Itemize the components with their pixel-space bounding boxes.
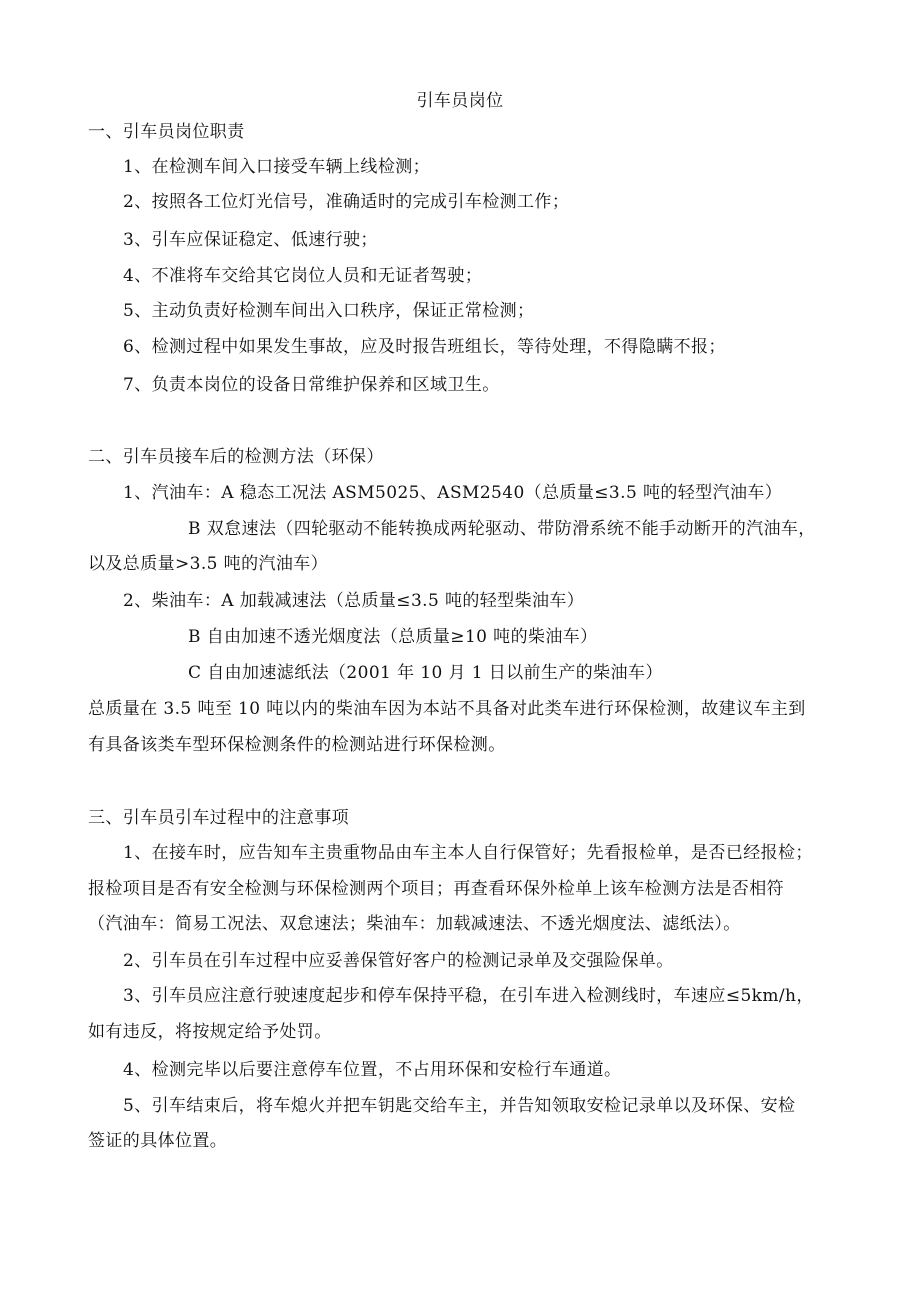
gasoline-method-b-line2: 以及总质量>3.5 吨的汽油车）	[88, 554, 329, 574]
section3-item-2: 2、引车员在引车过程中应妥善保管好客户的检测记录单及交强险保单。	[123, 951, 674, 971]
section2-heading: 二、引车员接车后的检测方法（环保）	[88, 447, 384, 467]
section1-item-5: 5、主动负责好检测车间出入口秩序，保证正常检测；	[123, 301, 535, 321]
section1-item-6: 6、检测过程中如果发生事故，应及时报告班组长，等待处理，不得隐瞒不报；	[123, 337, 726, 357]
section1-item-4: 4、不准将车交给其它岗位人员和无证者驾驶；	[123, 266, 483, 286]
section3-item-5-line1: 5、引车结束后，将车熄火并把车钥匙交给车主，并告知领取安检记录单以及环保、安检	[123, 1096, 796, 1116]
diesel-note-line2: 有具备该类车型环保检测条件的检测站进行环保检测。	[88, 735, 506, 755]
diesel-note-line1: 总质量在 3.5 吨至 10 吨以内的柴油车因为本站不具备对此类车进行环保检测，故建议车主到	[88, 699, 806, 719]
section3-heading: 三、引车员引车过程中的注意事项	[88, 808, 349, 828]
section3-item-4: 4、检测完毕以后要注意停车位置，不占用环保和安检行车通道。	[123, 1060, 622, 1080]
diesel-method-c: C 自由加速滤纸法（2001 年 10 月 1 日以前生产的柴油车）	[188, 663, 663, 683]
gasoline-method-b-line1: B 双怠速法（四轮驱动不能转换成两轮驱动、带防滑系统不能手动断开的汽油车，	[188, 519, 816, 539]
section3-item-3-line1: 3、引车员应注意行驶速度起步和停车保持平稳，在引车进入检测线时，车速应≤5km/h，	[123, 986, 814, 1006]
section1-heading: 一、引车员岗位职责	[88, 122, 245, 142]
section3-item-1-line3: （汽油车：简易工况法、双怠速法；柴油车：加载减速法、不透光烟度法、滤纸法）。	[88, 914, 741, 934]
section1-item-3: 3、引车应保证稳定、低速行驶；	[123, 230, 378, 250]
page-title: 引车员岗位	[416, 91, 504, 111]
diesel-method-a: 2、柴油车：A 加载减速法（总质量≤3.5 吨的轻型柴油车）	[123, 591, 585, 611]
diesel-method-b: B 自由加速不透光烟度法（总质量≥10 吨的柴油车）	[188, 627, 598, 647]
section3-item-5-line2: 签证的具体位置。	[88, 1131, 228, 1151]
section3-item-3-line2: 如有违反，将按规定给予处罚。	[88, 1022, 332, 1042]
section1-item-7: 7、负责本岗位的设备日常维护保养和区域卫生。	[123, 375, 500, 395]
section3-item-1-line1: 1、在接车时，应告知车主贵重物品由车主本人自行保管好；先看报检单，是否已经报检；	[123, 843, 813, 863]
section1-item-2: 2、按照各工位灯光信号，准确适时的完成引车检测工作；	[123, 192, 570, 212]
section1-item-1: 1、在检测车间入口接受车辆上线检测；	[123, 157, 431, 177]
section3-item-1-line2: 报检项目是否有安全检测与环保检测两个项目；再查看环保外检单上该车检测方法是否相符	[88, 879, 784, 899]
gasoline-method-a: 1、汽油车：A 稳态工况法 ASM5025、ASM2540（总质量≤3.5 吨的轻型汽油车）	[123, 483, 783, 503]
